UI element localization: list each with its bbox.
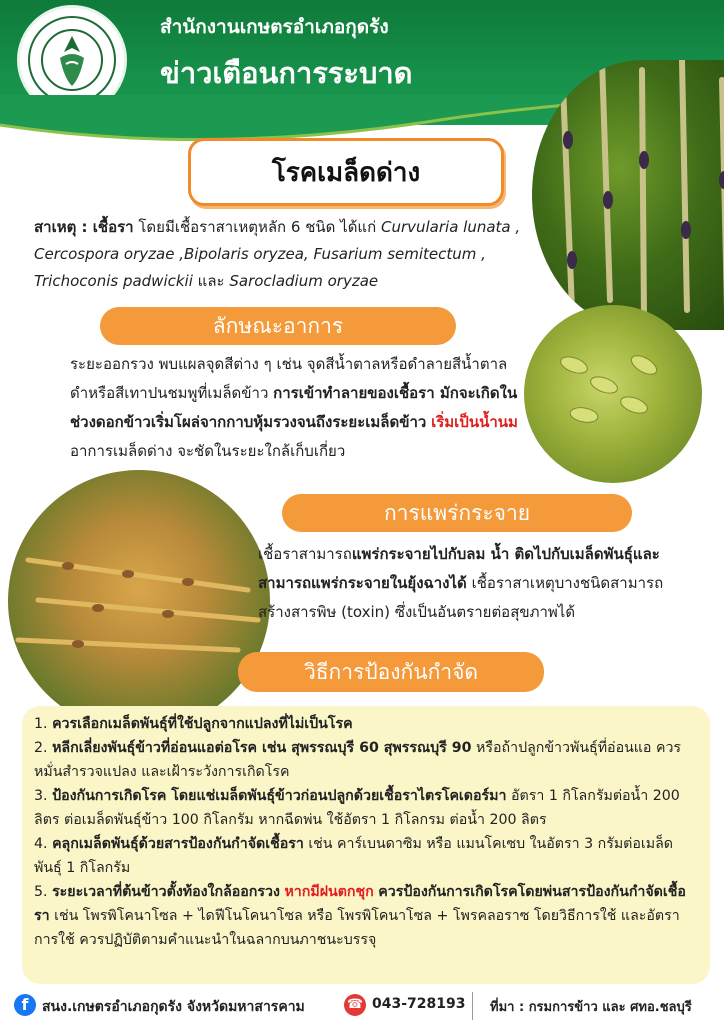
control-item bbox=[34, 784, 698, 832]
footer bbox=[0, 988, 724, 1024]
facebook-page-link[interactable]: สนง.เกษตรอำเภอกุดรัง จังหวัดมหาสารคาม bbox=[42, 999, 305, 1015]
source-credit: ที่มา : กรมการข้าว และ ศทอ.ชลบุรี bbox=[490, 1000, 692, 1015]
symptom-line-4: อาการเมล็ดด่าง จะชัดในระยะใกล้เก็บเกี่ยว bbox=[70, 442, 346, 460]
item-rest: เช่น คาร์เบนดาซิม หรือ แมนโคเซบ ในอัตรา 3 กรัมต่อเมล็ดพันธุ์ 1 กิโลกรัม bbox=[34, 836, 674, 876]
facebook-icon[interactable]: f bbox=[14, 994, 36, 1016]
spread-line-3: สร้างสารพิษ (toxin) ซึ่งเป็นอันตรายต่อสุขภาพได้ bbox=[258, 603, 576, 621]
symptom-line-3b: เริ่มเป็นน้ำนม bbox=[431, 413, 518, 431]
item-bold: ระยะเวลาที่ต้นข้าวตั้งท้องใกล้ออกรวง bbox=[52, 884, 280, 900]
item-bold-2: ควรป้องกันการเกิดโรคโดยพ่นสารป้องกันกำจัดเชื้อรา bbox=[34, 884, 686, 924]
item-rest: อัตรา 1 กิโลกรัมต่อน้ำ 200 ลิตร ต่อเมล็ดพันธุ์ข้าว 100 กิโลกรัม หากฉีดพ่น ใช้อัตรา 1 กิโลกรม ต่อน้ำ 200 ลิตร bbox=[34, 788, 680, 828]
symptom-line-2a: ดำหรือสีเทาปนชมพูที่เมล็ดข้าว bbox=[70, 384, 269, 402]
control-item bbox=[34, 736, 698, 784]
item-bold: ป้องกันการเกิดโรค โดยแช่เมล็ดพันธุ์ข้าวก่อนปลูกด้วยเชื้อราไตรโคเดอร์มา bbox=[52, 788, 507, 804]
office-name: สำนักงานเกษตรอำเภอกุดรัง bbox=[160, 16, 389, 38]
phone-icon: ☎ bbox=[344, 994, 366, 1016]
spread-heading: การแพร่กระจาย bbox=[282, 494, 632, 532]
spread-paragraph bbox=[258, 540, 688, 627]
item-bold: หลีกเลี่ยงพันธุ์ข้าวที่อ่อนแอต่อโรค เช่น สุพรรณบุรี 60 สุพรรณบุรี 90 bbox=[52, 740, 472, 756]
species-3: Trichoconis padwickii bbox=[34, 272, 193, 290]
cause-text: โดยมีเชื้อราสาเหตุหลัก 6 ชนิด ได้แก่ bbox=[138, 218, 377, 236]
control-list bbox=[34, 712, 698, 952]
rice-grain-photo-2 bbox=[524, 305, 702, 483]
item-number: 4. bbox=[34, 836, 48, 852]
symptom-line-1: ระยะออกรวง พบแผลจุดสีต่าง ๆ เช่น จุดสีน้ำตาลหรือดำลายสีน้ำตาล bbox=[70, 355, 508, 373]
species-2: Cercospora oryzae ,Bipolaris oryzea, Fusarium semitectum , bbox=[34, 245, 486, 263]
spread-line-2b: เชื้อราสาเหตุบางชนิดสามารถ bbox=[471, 574, 664, 592]
control-item bbox=[34, 832, 698, 880]
item-rest: เช่น โพรพิโคนาโซล + ไดฟีโนโคนาโซล หรือ โพรพิโคนาโซล + โพรคลอราซ โดยวิธีการใช้ และอัตราการใช้ ควรปฏิบัติตามคำแนะนำในฉลากบนภาชนะบรรจุ bbox=[34, 908, 680, 948]
cause-paragraph bbox=[34, 214, 524, 295]
species-1: Curvularia lunata , bbox=[380, 218, 521, 236]
symptom-line-2b: การเข้าทำลายของเชื้อรา มักจะเกิดใน bbox=[273, 384, 518, 402]
species-4: Sarocladium oryzae bbox=[229, 272, 379, 290]
control-methods-box bbox=[22, 706, 710, 984]
phone-number[interactable]: 043-728193 bbox=[372, 996, 466, 1012]
symptom-paragraph bbox=[70, 350, 520, 466]
item-bold: คลุกเมล็ดพันธุ์ด้วยสารป้องกันกำจัดเชื้อรา bbox=[52, 836, 304, 852]
item-rest: หรือถ้าปลูกข้าวพันธุ์ที่อ่อนแอ ควรหมั่นสำรวจแปลง และเฝ้าระวังการเกิดโรค bbox=[34, 740, 682, 780]
cause-label: สาเหตุ : เชื้อรา bbox=[34, 218, 134, 236]
rice-field-photo-3 bbox=[8, 470, 270, 732]
item-number: 1. bbox=[34, 716, 48, 732]
item-number: 5. bbox=[34, 884, 48, 900]
spread-line-1a: เชื้อราสามารถ bbox=[258, 545, 352, 563]
disease-title: โรคเมล็ดด่าง bbox=[271, 158, 421, 188]
control-heading: วิธีการป้องกันกำจัด bbox=[238, 652, 544, 692]
species-and: และ bbox=[197, 272, 225, 290]
item-number: 3. bbox=[34, 788, 48, 804]
bulletin-title: ข่าวเตือนการระบาด bbox=[160, 56, 413, 90]
item-number: 2. bbox=[34, 740, 48, 756]
footer-divider bbox=[472, 992, 473, 1020]
spread-line-2a: สามารถแพร่กระจายในยุ้งฉางได้ bbox=[258, 574, 467, 592]
symptom-heading: ลักษณะอาการ bbox=[100, 307, 456, 345]
control-item bbox=[34, 712, 698, 736]
item-bold: ควรเลือกเมล็ดพันธุ์ที่ใช้ปลูกจากแปลงที่ไม่เป็นโรค bbox=[52, 716, 353, 732]
item-red: หากมีฝนตกชุก bbox=[284, 884, 374, 900]
control-item bbox=[34, 880, 698, 952]
disease-title-box bbox=[188, 138, 504, 206]
symptom-line-3a: ช่วงดอกข้าวเริ่มโผล่จากกาบหุ้มรวงจนถึงระยะเมล็ดข้าว bbox=[70, 413, 427, 431]
spread-line-1b: แพร่กระจายไปกับลม น้ำ ติดไปกับเมล็ดพันธุ์และ bbox=[351, 545, 660, 563]
